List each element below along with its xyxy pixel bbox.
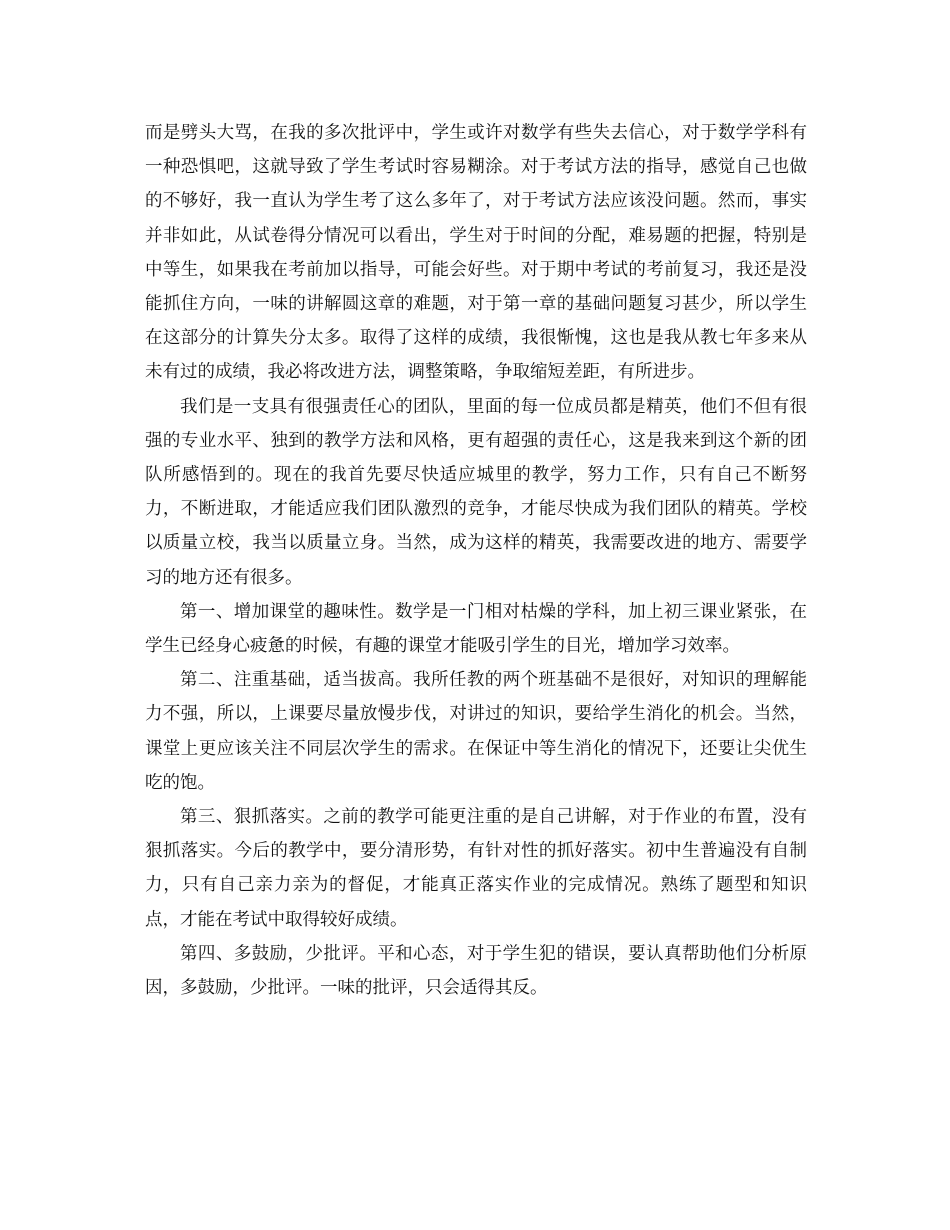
paragraph-5: 第三、狠抓落实。之前的教学可能更注重的是自己讲解，对于作业的布置，没有狠抓落实。今后的教学中，要分清形势，有针对性的抓好落实。初中生普遍没有自制力，只有自己亲力亲为的督促，才能真正落实作业的完成情况。熟练了题型和知识点，才能在考试中取得较好成绩。 [145, 807, 807, 930]
paragraph-2: 我们是一支具有很强责任心的团队，里面的每一位成员都是精英，他们不但有很强的专业水平、独到的教学方法和风格，更有超强的责任心，这是我来到这个新的团队所感悟到的。现在的我首先要尽快适应城里的教学，努力工作，只有自己不断努力，不断进取，才能适应我们团队激烈的竞争，才能尽快成为我们团队的精英。学校以质量立校，我当以质量立身。当然，成为这样的精英，我需要改进的地方、需要学习的地方还有很多。 [145, 396, 807, 588]
paragraph-1: 而是劈头大骂，在我的多次批评中，学生或许对数学有些失去信心，对于数学学科有一种恐惧吧，这就导致了学生考试时容易糊涂。对于考试方法的指导，感觉自己也做的不够好，我一直认为学生考了这么多年了，对于考试方法应该没问题。然而，事实并非如此，从试卷得分情况可以看出，学生对于时间的分配，难易题的把握，特别是中等生，如果我在考前加以指导，可能会好些。对于期中考试的考前复习，我还是没能抓住方向，一味的讲解圆这章的难题，对于第一章的基础问题复习甚少，所以学生在这部分的计算失分太多。取得了这样的成绩，我很惭愧，这也是我从教七年多来从未有过的成绩，我必将改进方法，调整策略，争取缩短差距，有所进步。 [145, 123, 807, 383]
paragraph-3: 第一、增加课堂的趣味性。数学是一门相对枯燥的学科，加上初三课业紧张，在学生已经身心疲惫的时候，有趣的课堂才能吸引学生的目光，增加学习效率。 [145, 601, 807, 657]
paragraph-6: 第四、多鼓励，少批评。平和心态，对于学生犯的错误，要认真帮助他们分析原因，多鼓励，少批评。一味的批评，只会适得其反。 [145, 943, 807, 999]
document-body [145, 116, 807, 1005]
paragraph-4: 第二、注重基础，适当拔高。我所任教的两个班基础不是很好，对知识的理解能力不强，所以，上课要尽量放慢步伐，对讲过的知识，要给学生消化的机会。当然，课堂上更应该关注不同层次学生的需求。在保证中等生消化的情况下，还要让尖优生吃的饱。 [145, 670, 807, 793]
